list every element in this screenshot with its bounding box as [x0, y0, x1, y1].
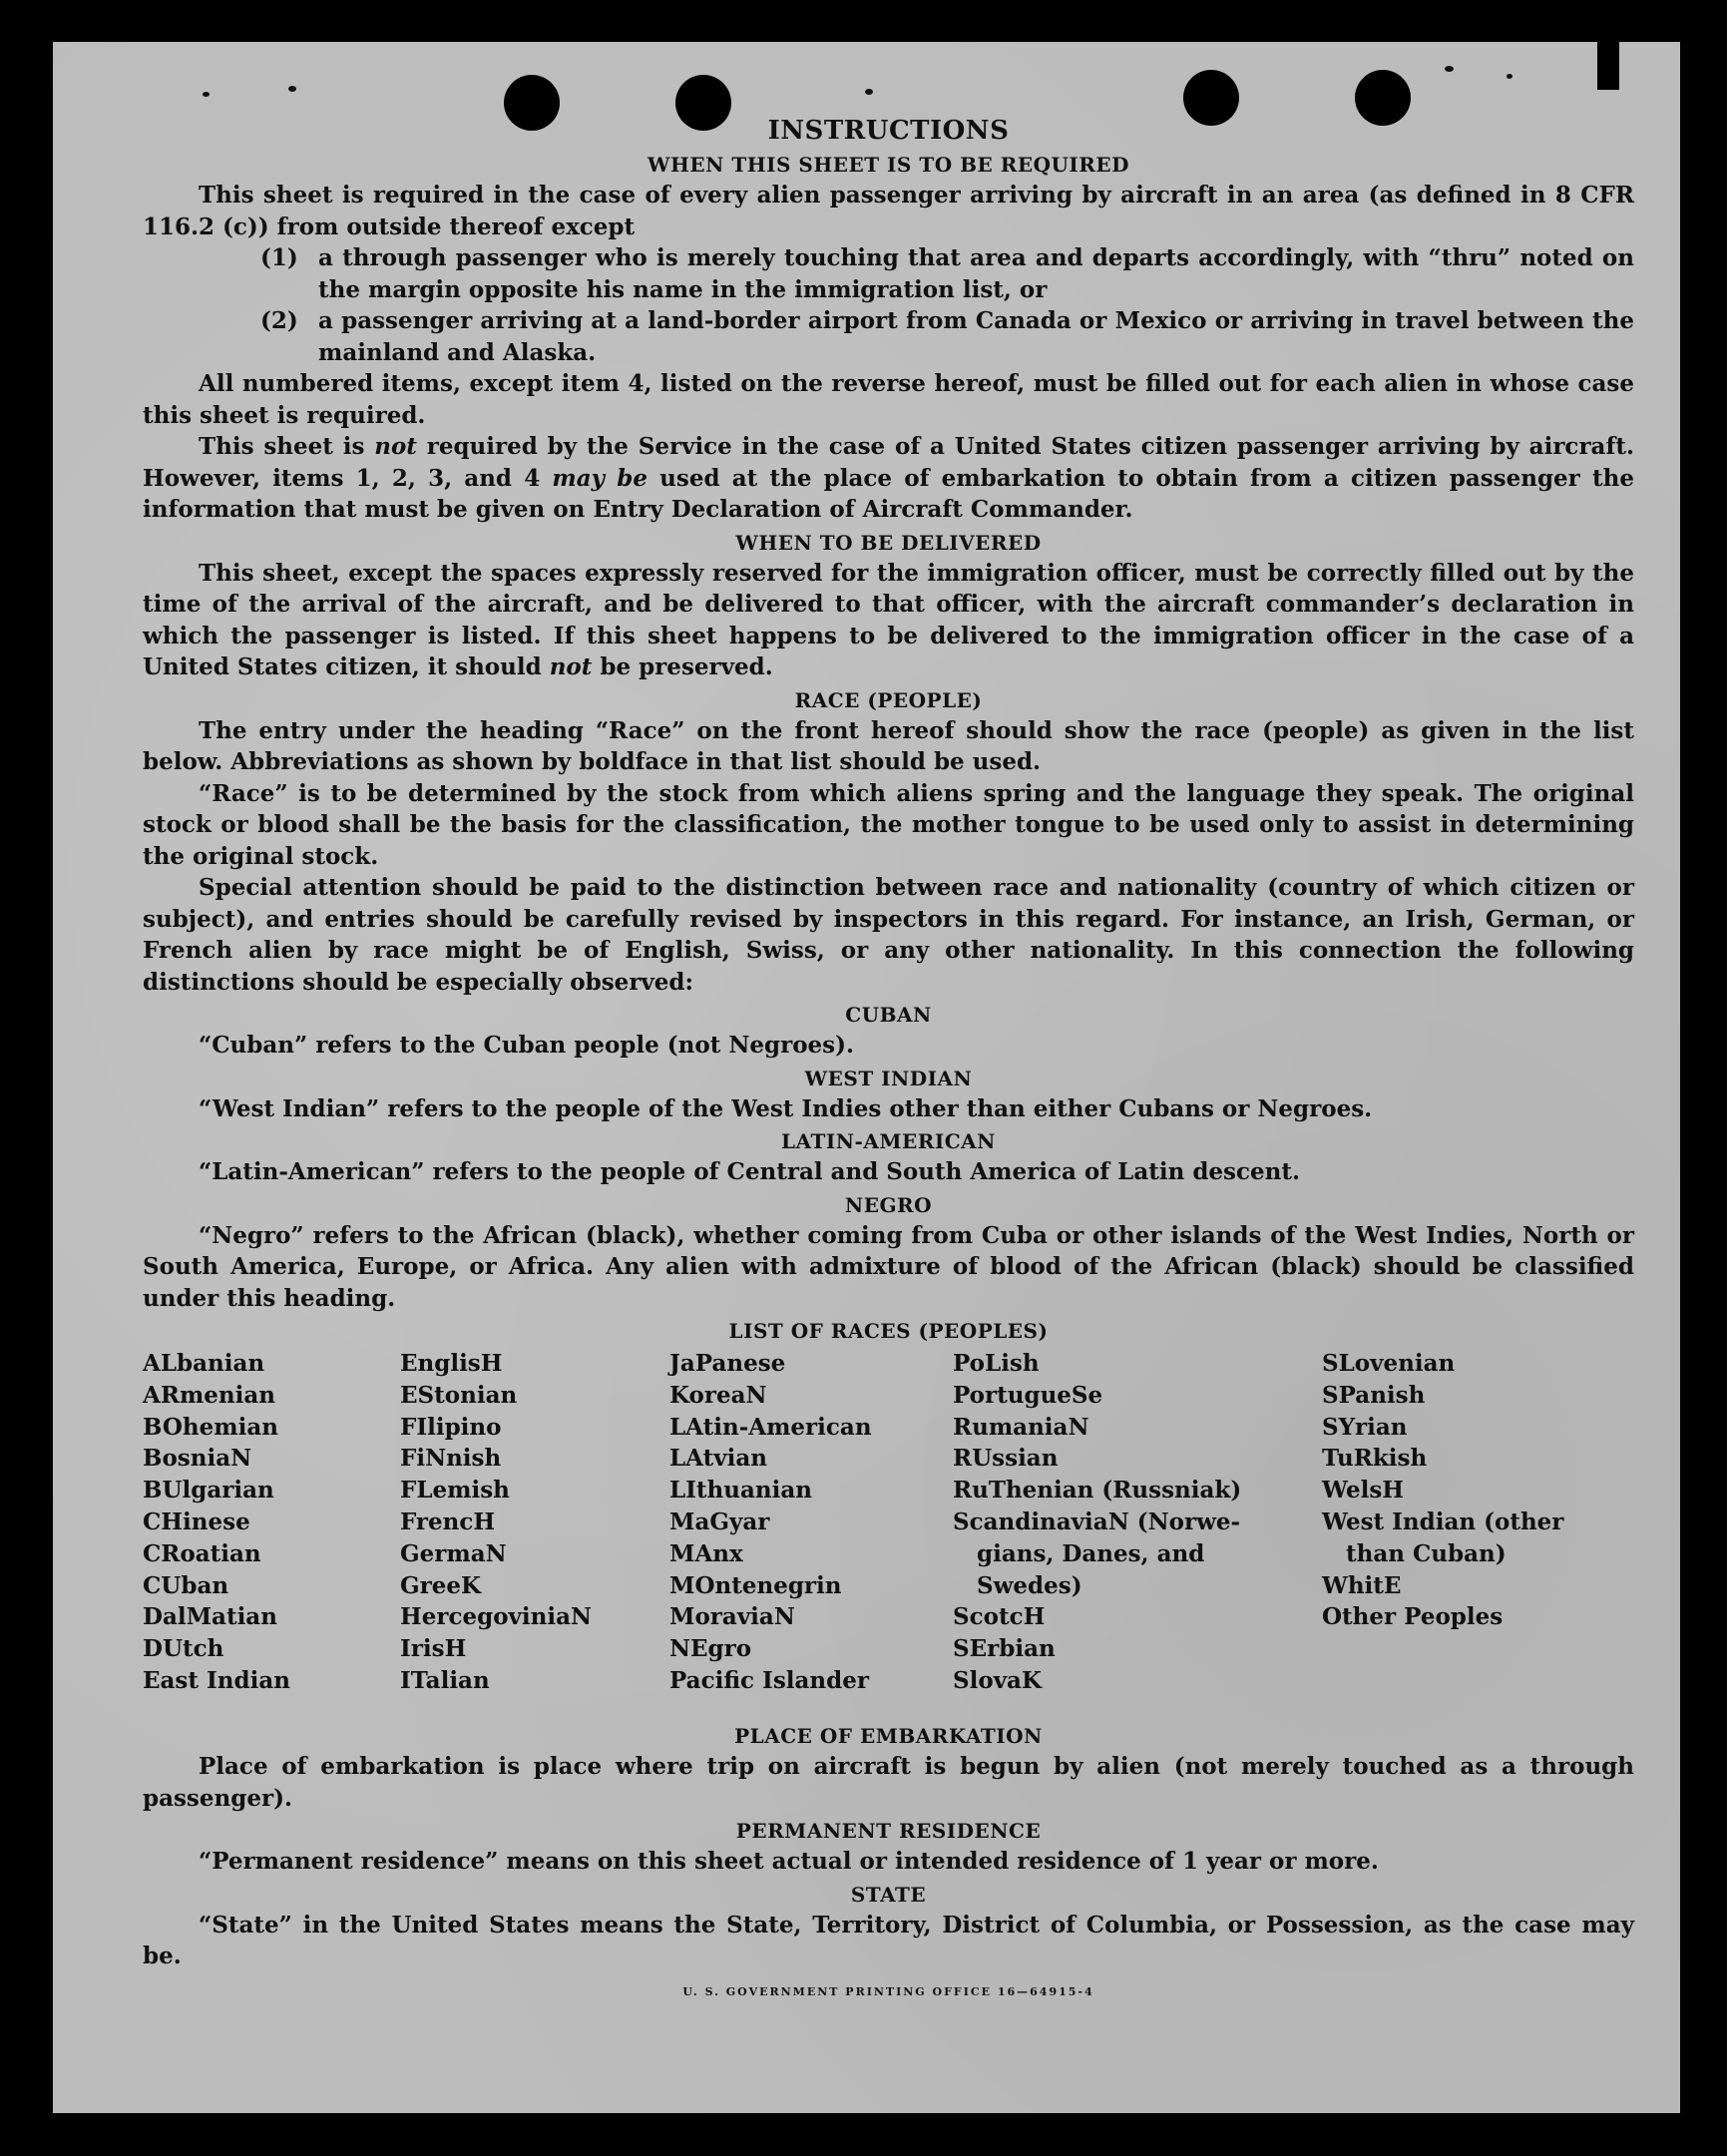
instructions-content — [143, 114, 1634, 2000]
race-entry: Swedes) — [977, 1571, 1082, 1599]
paragraph: The entry under the heading “Race” on the front hereof should show the race (people) as given in the list below. Abbreviations as shown by boldface in that list should be used. — [143, 716, 1634, 775]
race-entry: FiNnish — [400, 1445, 502, 1473]
speck — [1445, 66, 1454, 72]
race-entry: BosniaN — [143, 1445, 252, 1473]
race-entry: ALbanian — [143, 1350, 265, 1377]
residence-heading: PERMANENT RESIDENCE — [735, 1819, 1042, 1843]
paragraph: “Cuban” refers to the Cuban people (not Negroes). — [199, 1032, 855, 1059]
list-of-races-heading: LIST OF RACES (PEOPLES) — [728, 1319, 1049, 1343]
race-entry: EStonian — [400, 1381, 518, 1409]
race-entry: BUlgarian — [143, 1477, 274, 1505]
paragraph: “Permanent residence” means on this sheet actual or intended residence of 1 year or more. — [199, 1848, 1379, 1875]
exception-item — [260, 242, 1634, 305]
paragraph: All numbered items, except item 4, listed on the reverse hereof, must be filled out for each alien in whose case this sheet is required. — [143, 370, 1634, 429]
race-entry: FrencH — [400, 1508, 496, 1535]
race-entry: gians, Danes, and — [977, 1539, 1205, 1567]
race-entry: CUban — [143, 1571, 229, 1599]
race-heading: RACE (PEOPLE) — [794, 687, 983, 712]
west-indian-heading: WEST INDIAN — [804, 1066, 973, 1090]
page-title: INSTRUCTIONS — [767, 116, 1010, 146]
race-entry: PortugueSe — [953, 1381, 1103, 1409]
negro-heading: NEGRO — [844, 1192, 933, 1217]
item-text: a through passenger who is merely touching that area and departs accordingly, with “thru” noted on the margin opposite his name in the immigration list, or — [318, 244, 1634, 303]
race-entry: CHinese — [143, 1508, 250, 1535]
latin-american-heading: LATIN-AMERICAN — [781, 1129, 996, 1153]
race-entry: WhitE — [1322, 1571, 1402, 1599]
race-entry: than Cuban) — [1346, 1539, 1507, 1567]
race-entry: ITalian — [400, 1666, 490, 1694]
paragraph: This sheet, except the spaces expressly reserved for the immigration officer, must be correctly filled out by the time of the arrival of the aircraft, and be delivered to that officer, with the aircraft commander’s declaration in which the passenger is listed. If this sheet happens to be delivered to the immigration officer in the case of a United States citizen, it should not be preserved. — [143, 559, 1634, 680]
paragraph: “Race” is to be determined by the stock from which aliens spring and the language they speak. The original stock or blood shall be the basis for the classification, the mother tongue to be used only to assist in determining the original stock. — [143, 779, 1634, 870]
race-entry: RUssian — [953, 1445, 1059, 1473]
races-column — [143, 1348, 290, 1697]
paragraph: Special attention should be paid to the distinction between race and nationality (country of which citizen or subject), and entries should be carefully revised by inspectors in this regard. For instance, an Irish, German, or French alien by race might be of English, Swiss, or any other nationality. In this connection the following distinctions should be especially observed: — [143, 874, 1634, 996]
race-entry: West Indian (other — [1322, 1508, 1564, 1535]
race-entry: GreeK — [400, 1571, 482, 1599]
state-heading: STATE — [850, 1882, 927, 1907]
paragraph: Place of embarkation is place where trip on aircraft is begun by alien (not merely touched as a through passenger). — [143, 1753, 1634, 1812]
races-column — [1322, 1348, 1563, 1633]
race-entry: EnglisH — [400, 1350, 503, 1377]
race-entry: ScotcH — [953, 1603, 1046, 1631]
race-entry: SPanish — [1322, 1381, 1426, 1409]
race-entry: JaPanese — [669, 1350, 786, 1377]
embarkation-heading: PLACE OF EMBARKATION — [734, 1724, 1043, 1748]
paragraph: “State” in the United States means the State, Territory, District of Columbia, or Possession, as the case may be. — [143, 1911, 1634, 1969]
race-entry: Other Peoples — [1322, 1603, 1504, 1631]
races-column — [953, 1348, 1241, 1697]
staple-mark — [1597, 42, 1619, 90]
race-entry: MOntenegrin — [669, 1571, 842, 1599]
race-entry: PoLish — [953, 1350, 1040, 1377]
speck — [203, 92, 210, 97]
race-entry: SYrian — [1322, 1413, 1408, 1441]
race-entry: DUtch — [143, 1635, 224, 1663]
cuban-heading: CUBAN — [845, 1003, 932, 1027]
race-entry: GermaN — [400, 1539, 507, 1567]
race-entry: MoraviaN — [669, 1603, 795, 1631]
race-entry: LAtin-American — [669, 1413, 872, 1441]
race-entry: LIthuanian — [669, 1477, 812, 1505]
speck — [865, 89, 873, 95]
race-entry: KoreaN — [669, 1381, 767, 1409]
race-entry: WelsH — [1322, 1477, 1405, 1505]
speck — [288, 86, 296, 92]
paragraph: “West Indian” refers to the people of the West Indies other than either Cubans or Negroes. — [199, 1094, 1373, 1122]
speck — [1507, 74, 1512, 79]
race-entry: RuThenian (Russniak) — [953, 1477, 1242, 1505]
paragraph: This sheet is required in the case of every alien passenger arriving by aircraft in an area (as defined in 8 CFR 116.2 (c)) from outside thereof except — [143, 182, 1634, 240]
races-column — [669, 1348, 872, 1697]
races-list — [143, 1348, 1634, 1719]
race-entry: SErbian — [953, 1635, 1056, 1663]
item-number: (2) — [260, 307, 298, 334]
race-entry: East Indian — [143, 1666, 290, 1694]
when-required-heading: WHEN THIS SHEET IS TO BE REQUIRED — [648, 153, 1129, 177]
item-number: (1) — [260, 244, 298, 271]
race-entry: SlovaK — [953, 1666, 1042, 1694]
race-entry: LAtvian — [669, 1445, 767, 1473]
race-entry: MaGyar — [669, 1508, 770, 1535]
races-column — [400, 1348, 592, 1697]
race-entry: NEgro — [669, 1635, 752, 1663]
race-entry: FLemish — [400, 1477, 510, 1505]
item-text: a passenger arriving at a land-border airport from Canada or Mexico or arriving in travel between the mainland and Alaska. — [318, 307, 1634, 366]
document-page — [53, 42, 1680, 2113]
race-entry: DalMatian — [143, 1603, 277, 1631]
paragraph: This sheet is not required by the Service in the case of a United States citizen passenger arriving by aircraft. However, items 1, 2, 3, and 4 may be used at the place of embarkation to obtain from a citizen passenger the information that must be given on Entry Declaration of Aircraft Commander. — [143, 433, 1634, 523]
exception-item — [260, 305, 1634, 368]
race-entry: BOhemian — [143, 1413, 278, 1441]
race-entry: HercegoviniaN — [400, 1603, 593, 1631]
race-entry: SLovenian — [1322, 1350, 1456, 1377]
paragraph: “Negro” refers to the African (black), whether coming from Cuba or other islands of the West Indies, North or South America, Europe, or Africa. Any alien with admixture of blood of the African (black) should be classified under this heading. — [143, 1221, 1634, 1312]
race-entry: TuRkish — [1322, 1445, 1428, 1473]
race-entry: IrisH — [400, 1635, 467, 1663]
race-entry: Pacific Islander — [669, 1666, 869, 1694]
race-entry: FIlipino — [400, 1413, 502, 1441]
race-entry: ScandinaviaN (Norwe- — [953, 1508, 1241, 1535]
paragraph: “Latin-American” refers to the people of Central and South America of Latin descent. — [199, 1158, 1300, 1185]
when-delivered-heading: WHEN TO BE DELIVERED — [735, 530, 1042, 555]
race-entry: ARmenian — [143, 1381, 276, 1409]
race-entry: MAnx — [669, 1539, 743, 1567]
race-entry: RumaniaN — [953, 1413, 1089, 1441]
printing-office-line: U. S. GOVERNMENT PRINTING OFFICE 16—64915-4 — [682, 1984, 1094, 1998]
race-entry: CRoatian — [143, 1539, 261, 1567]
